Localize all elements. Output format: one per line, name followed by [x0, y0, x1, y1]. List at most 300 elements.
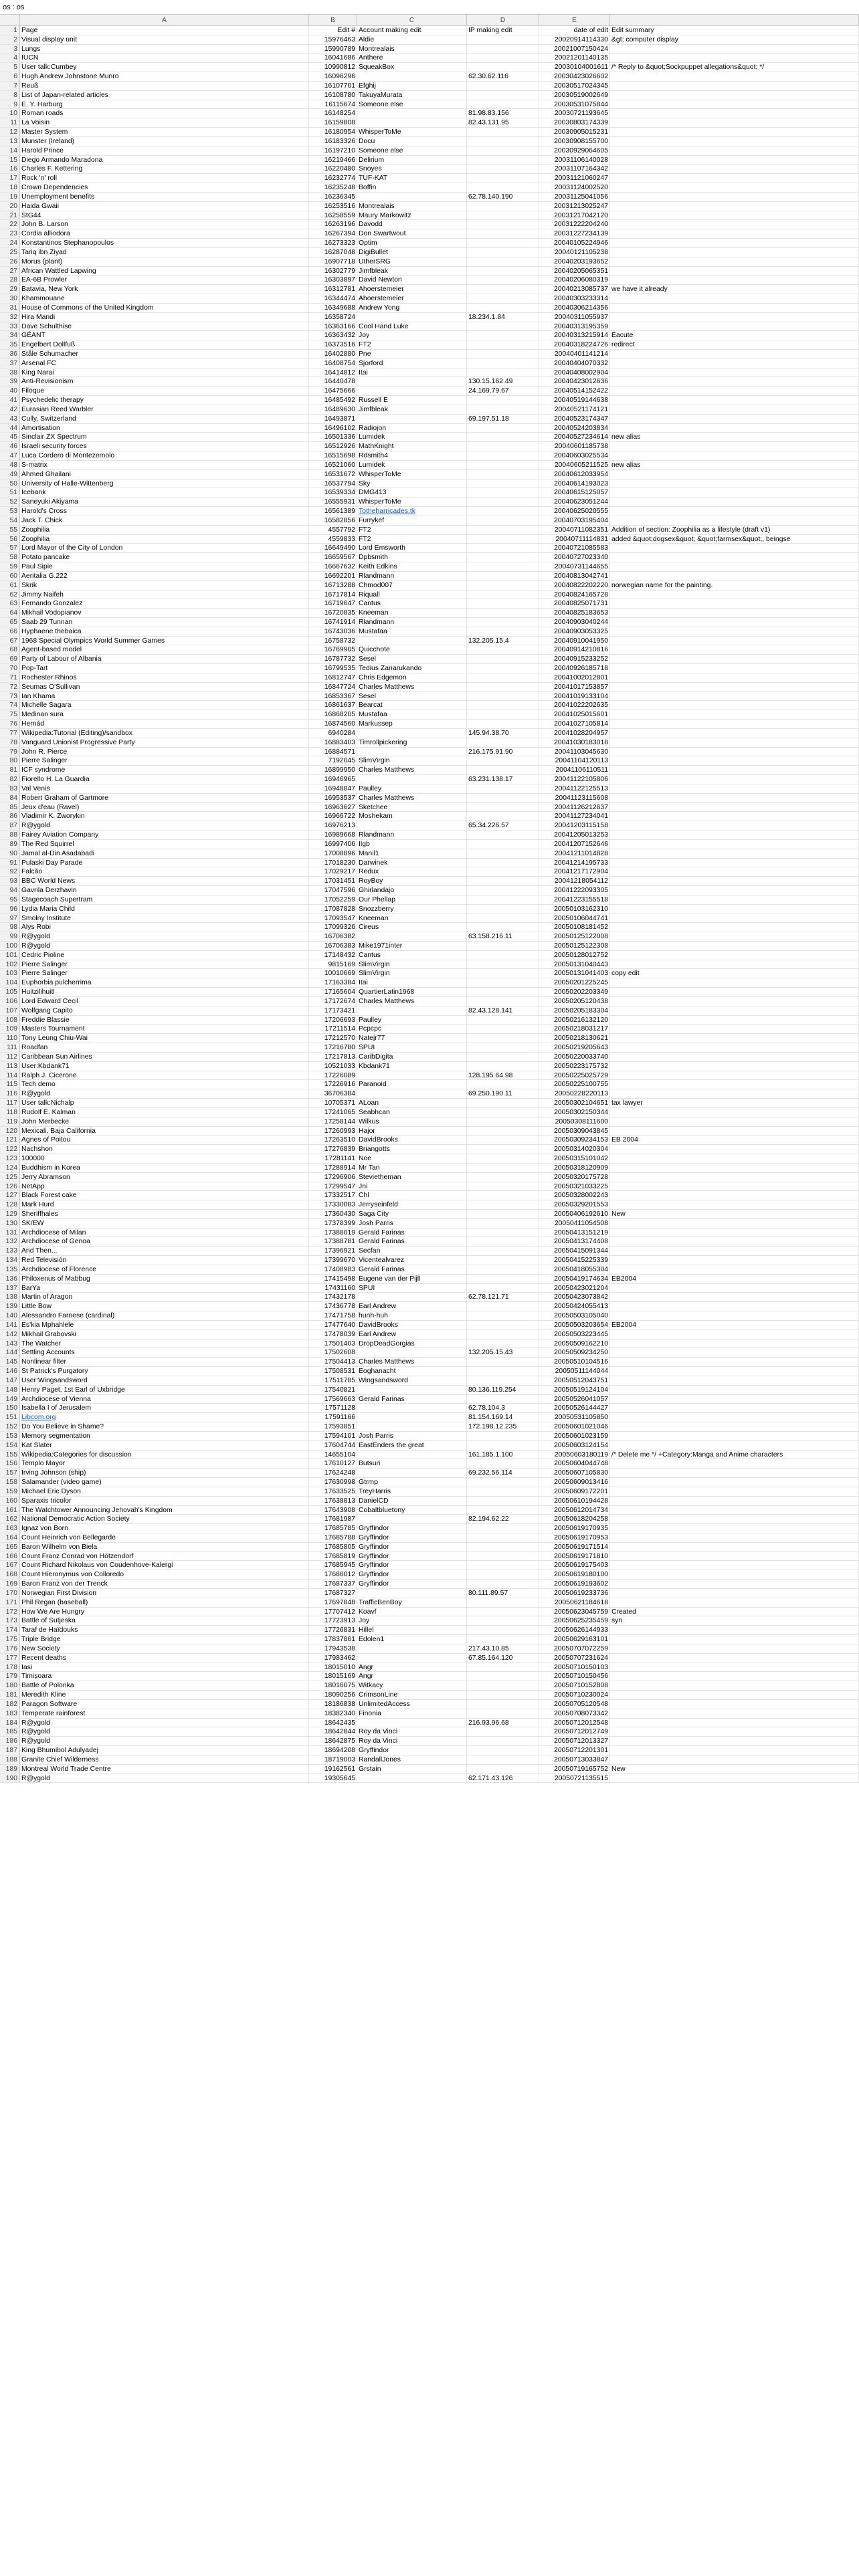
- cell-summary[interactable]: [610, 794, 859, 802]
- cell-summary[interactable]: [610, 1469, 859, 1477]
- cell-summary[interactable]: [610, 951, 859, 960]
- cell-page[interactable]: Charles F. Kettering: [20, 165, 309, 173]
- cell-edit-number[interactable]: 16402880: [309, 350, 357, 358]
- cell-account[interactable]: DavidBrooks: [357, 1136, 467, 1144]
- row-number[interactable]: 109: [0, 1025, 20, 1033]
- cell-ip[interactable]: [467, 701, 539, 710]
- cell-page[interactable]: Henry Paget, 1st Earl of Uxbridge: [20, 1386, 309, 1394]
- row-number[interactable]: 110: [0, 1034, 20, 1043]
- cell-edit-number[interactable]: 17388019: [309, 1228, 357, 1237]
- cell-ip[interactable]: [467, 1302, 539, 1311]
- cell-edit-number[interactable]: 7192045: [309, 756, 357, 765]
- cell-account[interactable]: [357, 775, 467, 784]
- cell-summary[interactable]: [610, 294, 859, 303]
- cell-edit-number[interactable]: 16719647: [309, 599, 357, 608]
- cell-ip[interactable]: [467, 1358, 539, 1366]
- cell-ip[interactable]: [467, 997, 539, 1006]
- cell-ip[interactable]: [467, 756, 539, 765]
- row-number[interactable]: 18: [0, 183, 20, 192]
- cell-edit-number[interactable]: 16868205: [309, 710, 357, 719]
- cell-page[interactable]: IUCN: [20, 53, 309, 62]
- row-number[interactable]: 16: [0, 165, 20, 173]
- cell-account[interactable]: Anthere: [357, 53, 467, 62]
- row-number[interactable]: 24: [0, 239, 20, 247]
- cell-summary[interactable]: [610, 1727, 859, 1736]
- column-header-a[interactable]: A: [20, 15, 309, 26]
- cell-ip[interactable]: [467, 1700, 539, 1709]
- cell-account[interactable]: Montrealais: [357, 202, 467, 211]
- row-number[interactable]: 6: [0, 72, 20, 81]
- cell-account[interactable]: Efghij: [357, 82, 467, 90]
- cell-page[interactable]: Hyphaene thebaica: [20, 627, 309, 636]
- row-number[interactable]: 144: [0, 1348, 20, 1357]
- cell-date[interactable]: 20050131040443: [539, 960, 610, 969]
- cell-account[interactable]: [357, 932, 467, 941]
- cell-ip[interactable]: [467, 1432, 539, 1440]
- cell-summary[interactable]: [610, 562, 859, 571]
- cell-ip[interactable]: 132.205.15.43: [467, 1348, 539, 1357]
- cell-date[interactable]: 20050131041403: [539, 969, 610, 978]
- cell-account[interactable]: SPUI: [357, 1043, 467, 1052]
- row-number[interactable]: 155: [0, 1451, 20, 1459]
- cell-ip[interactable]: [467, 1737, 539, 1745]
- cell-ip[interactable]: [467, 516, 539, 525]
- cell-summary[interactable]: [610, 1358, 859, 1366]
- cell-account[interactable]: [357, 1071, 467, 1080]
- cell-ip[interactable]: [467, 1080, 539, 1089]
- cell-date[interactable]: 20050526144427: [539, 1404, 610, 1412]
- cell-summary[interactable]: [610, 1478, 859, 1487]
- cell-page[interactable]: Lydia Maria Child: [20, 905, 309, 914]
- cell-date[interactable]: 20031222204240: [539, 220, 610, 229]
- row-number[interactable]: 189: [0, 1765, 20, 1774]
- cell-account[interactable]: TrafficBenBoy: [357, 1598, 467, 1607]
- cell-summary[interactable]: [610, 100, 859, 109]
- cell-page[interactable]: Saneyuki Akiyama: [20, 498, 309, 506]
- cell-ip[interactable]: [467, 146, 539, 155]
- cell-ip[interactable]: [467, 849, 539, 858]
- cell-account[interactable]: Ghirlandajo: [357, 886, 467, 895]
- cell-ip[interactable]: [467, 202, 539, 211]
- cell-summary[interactable]: [610, 683, 859, 691]
- row-number[interactable]: 23: [0, 229, 20, 238]
- cell-date[interactable]: 20050621184618: [539, 1598, 610, 1607]
- cell-date[interactable]: 20040914210816: [539, 645, 610, 654]
- cell-ip[interactable]: [467, 498, 539, 506]
- cell-edit-number[interactable]: 17604744: [309, 1441, 357, 1450]
- cell-edit-number[interactable]: 15976463: [309, 35, 357, 44]
- cell-ip[interactable]: [467, 1616, 539, 1625]
- cell-ip[interactable]: [467, 331, 539, 340]
- cell-edit-number[interactable]: 17047596: [309, 886, 357, 895]
- cell-edit-number[interactable]: 16989668: [309, 831, 357, 839]
- cell-ip[interactable]: [467, 553, 539, 562]
- cell-summary[interactable]: [610, 1598, 859, 1607]
- cell-ip[interactable]: 80.136.119.254: [467, 1386, 539, 1394]
- cell-date[interactable]: 20050626144933: [539, 1626, 610, 1634]
- cell-ip[interactable]: [467, 1043, 539, 1052]
- cell-date[interactable]: 20040527234614: [539, 433, 610, 441]
- cell-page[interactable]: Morus (plant): [20, 257, 309, 266]
- cell-edit-number[interactable]: 17217813: [309, 1053, 357, 1061]
- cell-edit-number[interactable]: 16303897: [309, 276, 357, 284]
- cell-account[interactable]: Pne: [357, 350, 467, 358]
- cell-page[interactable]: Templo Mayor: [20, 1459, 309, 1468]
- cell-ip[interactable]: [467, 923, 539, 932]
- cell-date[interactable]: 20050225100755: [539, 1080, 610, 1089]
- cell-date[interactable]: 20050321033225: [539, 1182, 610, 1191]
- cell-page[interactable]: Master System: [20, 128, 309, 136]
- cell-ip[interactable]: [467, 627, 539, 636]
- cell-page[interactable]: User:Kbdank71: [20, 1062, 309, 1071]
- cell-page[interactable]: User talk:Cumbey: [20, 63, 309, 72]
- cell-date[interactable]: 20050413174408: [539, 1237, 610, 1246]
- row-number[interactable]: 94: [0, 886, 20, 895]
- cell-summary[interactable]: [610, 1154, 859, 1163]
- cell-edit-number[interactable]: 17687327: [309, 1589, 357, 1598]
- cell-edit-number[interactable]: 17299547: [309, 1182, 357, 1191]
- cell-edit-number[interactable]: 16717814: [309, 591, 357, 599]
- cell-page[interactable]: Philoxenus of Mabbug: [20, 1275, 309, 1283]
- row-number[interactable]: 3: [0, 45, 20, 53]
- cell-date[interactable]: 20050411054508: [539, 1219, 610, 1228]
- cell-edit-number[interactable]: 16799535: [309, 664, 357, 673]
- row-number[interactable]: 138: [0, 1293, 20, 1301]
- cell-edit-number[interactable]: 10521033: [309, 1062, 357, 1071]
- cell-ip[interactable]: [467, 1367, 539, 1376]
- cell-ip[interactable]: [467, 1136, 539, 1144]
- cell-ip[interactable]: [467, 1626, 539, 1634]
- row-number[interactable]: 120: [0, 1127, 20, 1136]
- cell-summary[interactable]: Edit summary: [610, 26, 859, 35]
- cell-edit-number[interactable]: 17378399: [309, 1219, 357, 1228]
- cell-account[interactable]: Itai: [357, 978, 467, 987]
- cell-edit-number[interactable]: 16273323: [309, 239, 357, 247]
- cell-edit-number[interactable]: 16861637: [309, 701, 357, 710]
- cell-page[interactable]: Ståle Schumacher: [20, 350, 309, 358]
- row-number[interactable]: 136: [0, 1275, 20, 1283]
- cell-ip[interactable]: [467, 1210, 539, 1218]
- cell-page[interactable]: Gavrila Derzhavin: [20, 886, 309, 895]
- cell-ip[interactable]: [467, 720, 539, 728]
- cell-edit-number[interactable]: 16883403: [309, 738, 357, 747]
- cell-account[interactable]: TUF-KAT: [357, 174, 467, 183]
- row-number[interactable]: 65: [0, 618, 20, 627]
- cell-summary[interactable]: [610, 1034, 859, 1043]
- row-number[interactable]: 68: [0, 645, 20, 654]
- cell-ip[interactable]: [467, 1164, 539, 1172]
- cell-summary[interactable]: Eacute: [610, 331, 859, 340]
- cell-date[interactable]: 20041217172904: [539, 867, 610, 876]
- cell-page[interactable]: StG44: [20, 211, 309, 220]
- cell-edit-number[interactable]: 17388781: [309, 1237, 357, 1246]
- cell-ip[interactable]: [467, 156, 539, 165]
- cell-summary[interactable]: [610, 1626, 859, 1634]
- cell-summary[interactable]: [610, 53, 859, 62]
- cell-ip[interactable]: [467, 1497, 539, 1505]
- cell-page[interactable]: Mikhail Grabovski: [20, 1330, 309, 1339]
- cell-account[interactable]: [357, 118, 467, 127]
- cell-summary[interactable]: [610, 544, 859, 552]
- cell-page[interactable]: Icebank: [20, 488, 309, 497]
- row-number[interactable]: 158: [0, 1478, 20, 1487]
- row-number[interactable]: 130: [0, 1219, 20, 1228]
- cell-account[interactable]: Someone else: [357, 146, 467, 155]
- cell-page[interactable]: SK/EW: [20, 1219, 309, 1228]
- cell-summary[interactable]: [610, 1441, 859, 1450]
- row-number[interactable]: 84: [0, 794, 20, 802]
- cell-date[interactable]: 20040404070332: [539, 359, 610, 368]
- cell-date[interactable]: 20050712012749: [539, 1727, 610, 1736]
- cell-ip[interactable]: [467, 526, 539, 534]
- cell-summary[interactable]: [610, 239, 859, 247]
- cell-edit-number[interactable]: 14655104: [309, 1451, 357, 1459]
- cell-page[interactable]: R@ygold: [20, 1737, 309, 1745]
- cell-date[interactable]: 20041106110511: [539, 766, 610, 774]
- row-number[interactable]: 79: [0, 748, 20, 756]
- cell-edit-number[interactable]: 4557792: [309, 526, 357, 534]
- row-number[interactable]: 156: [0, 1459, 20, 1468]
- row-number[interactable]: 14: [0, 146, 20, 155]
- cell-summary[interactable]: [610, 1432, 859, 1440]
- cell-page[interactable]: R@ygold: [20, 1727, 309, 1736]
- cell-account[interactable]: SPUI: [357, 1284, 467, 1293]
- cell-summary[interactable]: [610, 1497, 859, 1505]
- cell-account[interactable]: Paulley: [357, 784, 467, 793]
- cell-ip[interactable]: [467, 267, 539, 276]
- cell-account[interactable]: Kneeman: [357, 609, 467, 617]
- cell-account[interactable]: Cobaltbluetony: [357, 1506, 467, 1515]
- row-number[interactable]: 103: [0, 969, 20, 978]
- cell-edit-number[interactable]: 17685785: [309, 1524, 357, 1533]
- cell-page[interactable]: Euphorbia pulcherrima: [20, 978, 309, 987]
- cell-date[interactable]: 20040303233314: [539, 294, 610, 303]
- cell-summary[interactable]: [610, 1506, 859, 1515]
- cell-edit-number[interactable]: 16537794: [309, 479, 357, 488]
- cell-page[interactable]: Caribbean Sun Airlines: [20, 1053, 309, 1061]
- cell-account[interactable]: [357, 1515, 467, 1523]
- cell-page[interactable]: Pop-Tart: [20, 664, 309, 673]
- cell-ip[interactable]: [467, 969, 539, 978]
- cell-page[interactable]: Robert Graham of Gartmore: [20, 794, 309, 802]
- cell-summary[interactable]: [610, 109, 859, 118]
- cell-summary[interactable]: [610, 1053, 859, 1061]
- row-number[interactable]: 60: [0, 572, 20, 580]
- cell-summary[interactable]: [610, 655, 859, 663]
- cell-date[interactable]: 20050415225339: [539, 1256, 610, 1265]
- cell-account[interactable]: [357, 729, 467, 738]
- cell-account[interactable]: Hajor: [357, 1127, 467, 1136]
- cell-edit-number[interactable]: 16107701: [309, 82, 357, 90]
- cell-ip[interactable]: 65.34.226.57: [467, 821, 539, 830]
- cell-edit-number[interactable]: 16874560: [309, 720, 357, 728]
- cell-summary[interactable]: [610, 1228, 859, 1237]
- cell-date[interactable]: 20040711082351: [539, 526, 610, 534]
- cell-edit-number[interactable]: 17008896: [309, 849, 357, 858]
- cell-account[interactable]: [357, 1348, 467, 1357]
- cell-account[interactable]: Joy: [357, 331, 467, 340]
- cell-account[interactable]: WhisperToMe: [357, 498, 467, 506]
- cell-page[interactable]: Pierre Salinger: [20, 756, 309, 765]
- cell-ip[interactable]: [467, 91, 539, 100]
- row-number[interactable]: 72: [0, 683, 20, 691]
- row-number[interactable]: 86: [0, 812, 20, 821]
- row-number[interactable]: 179: [0, 1672, 20, 1681]
- cell-ip[interactable]: [467, 1478, 539, 1487]
- cell-edit-number[interactable]: 16253516: [309, 202, 357, 211]
- cell-summary[interactable]: [610, 193, 859, 201]
- cell-date[interactable]: date of edit: [539, 26, 610, 35]
- cell-page[interactable]: Archdiocese of Milan: [20, 1228, 309, 1237]
- cell-account[interactable]: Charles Matthews: [357, 683, 467, 691]
- row-number[interactable]: 31: [0, 304, 20, 312]
- cell-summary[interactable]: [610, 1006, 859, 1015]
- row-number[interactable]: 142: [0, 1330, 20, 1339]
- cell-page[interactable]: R@ygold: [20, 932, 309, 941]
- cell-summary[interactable]: [610, 146, 859, 155]
- cell-date[interactable]: 20050318120909: [539, 1164, 610, 1172]
- cell-edit-number[interactable]: 16096296: [309, 72, 357, 81]
- formula-bar[interactable]: os : os: [0, 0, 859, 15]
- cell-account[interactable]: Someone else: [357, 100, 467, 109]
- cell-edit-number[interactable]: 17471758: [309, 1311, 357, 1320]
- cell-page[interactable]: Lord Mayor of the City of London: [20, 544, 309, 552]
- cell-edit-number[interactable]: 16258559: [309, 211, 357, 220]
- cell-page[interactable]: Engelbert Dollfuß: [20, 340, 309, 349]
- cell-page[interactable]: Vladimir K. Zworykin: [20, 812, 309, 821]
- cell-date[interactable]: 20040623051244: [539, 498, 610, 506]
- cell-ip[interactable]: [467, 1681, 539, 1690]
- cell-date[interactable]: 20050712201301: [539, 1746, 610, 1755]
- cell-account[interactable]: Sjorford: [357, 359, 467, 368]
- row-number[interactable]: 153: [0, 1432, 20, 1440]
- cell-ip[interactable]: [467, 128, 539, 136]
- row-number[interactable]: 127: [0, 1191, 20, 1200]
- corner-cell[interactable]: [0, 15, 20, 26]
- row-number[interactable]: 9: [0, 100, 20, 109]
- cell-ip[interactable]: [467, 877, 539, 885]
- cell-date[interactable]: 20041223155518: [539, 895, 610, 904]
- cell-edit-number[interactable]: 17330083: [309, 1200, 357, 1209]
- cell-ip[interactable]: [467, 738, 539, 747]
- cell-page[interactable]: 1968 Special Olympics World Summer Games: [20, 637, 309, 645]
- cell-edit-number[interactable]: 16115674: [309, 100, 357, 109]
- cell-date[interactable]: 20050223175732: [539, 1062, 610, 1071]
- cell-page[interactable]: Cully, Switzerland: [20, 415, 309, 423]
- cell-edit-number[interactable]: 16997406: [309, 840, 357, 849]
- cell-edit-number[interactable]: 17685945: [309, 1561, 357, 1570]
- row-number[interactable]: 59: [0, 562, 20, 571]
- cell-ip[interactable]: [467, 544, 539, 552]
- cell-account[interactable]: [357, 1719, 467, 1727]
- cell-account[interactable]: Wilkus: [357, 1117, 467, 1126]
- cell-account[interactable]: RoyBoy: [357, 877, 467, 885]
- cell-page[interactable]: Phil Regan (baseball): [20, 1598, 309, 1607]
- cell-ip[interactable]: [467, 1487, 539, 1496]
- cell-summary[interactable]: [610, 840, 859, 849]
- row-number[interactable]: 147: [0, 1376, 20, 1385]
- cell-page[interactable]: Unemployment benefits: [20, 193, 309, 201]
- cell-ip[interactable]: [467, 1275, 539, 1283]
- cell-page[interactable]: Rochester Rhinos: [20, 673, 309, 682]
- cell-page[interactable]: Baron Franz von der Trenck: [20, 1580, 309, 1588]
- cell-summary[interactable]: [610, 368, 859, 377]
- cell-ip[interactable]: [467, 1543, 539, 1551]
- cell-ip[interactable]: [467, 276, 539, 284]
- cell-page[interactable]: The Watchtower Announcing Jehovah's Kingdom: [20, 1506, 309, 1515]
- cell-page[interactable]: Temperate rainforest: [20, 1709, 309, 1718]
- cell-page[interactable]: Pierre Salinger: [20, 969, 309, 978]
- cell-account[interactable]: Pcpcpc: [357, 1025, 467, 1033]
- cell-date[interactable]: 20050125122008: [539, 932, 610, 941]
- cell-edit-number[interactable]: 17211514: [309, 1025, 357, 1033]
- cell-account[interactable]: Paranoid: [357, 1080, 467, 1089]
- cell-summary[interactable]: EB2004: [610, 1275, 859, 1283]
- cell-ip[interactable]: 81.98.83.156: [467, 109, 539, 118]
- cell-page[interactable]: Luca Cordero di Montezemolo: [20, 451, 309, 460]
- cell-summary[interactable]: [610, 960, 859, 969]
- cell-ip[interactable]: [467, 1173, 539, 1182]
- row-number[interactable]: 169: [0, 1580, 20, 1588]
- cell-account[interactable]: Darwinek: [357, 859, 467, 867]
- row-number[interactable]: 107: [0, 1006, 20, 1015]
- cell-account[interactable]: Ahoerstemeier: [357, 285, 467, 294]
- cell-ip[interactable]: 130.15.162.49: [467, 377, 539, 386]
- cell-edit-number[interactable]: 17226089: [309, 1071, 357, 1080]
- cell-summary[interactable]: &gt; computer display: [610, 35, 859, 44]
- row-number[interactable]: 81: [0, 766, 20, 774]
- cell-date[interactable]: 20041104120113: [539, 756, 610, 765]
- cell-ip[interactable]: [467, 100, 539, 109]
- row-number[interactable]: 7: [0, 82, 20, 90]
- cell-page[interactable]: Meredith Kline: [20, 1691, 309, 1699]
- cell-edit-number[interactable]: 16485492: [309, 396, 357, 405]
- cell-edit-number[interactable]: 17018230: [309, 859, 357, 867]
- cell-summary[interactable]: syn: [610, 1616, 859, 1625]
- cell-summary[interactable]: [610, 1700, 859, 1709]
- cell-edit-number[interactable]: 16363432: [309, 331, 357, 340]
- cell-edit-number[interactable]: 18642844: [309, 1727, 357, 1736]
- cell-page[interactable]: Baron Wilhelm von Biela: [20, 1543, 309, 1551]
- cell-summary[interactable]: [610, 1404, 859, 1412]
- cell-edit-number[interactable]: 10010669: [309, 969, 357, 978]
- cell-page[interactable]: Mikhail Vodopianov: [20, 609, 309, 617]
- cell-date[interactable]: 20050220033740: [539, 1053, 610, 1061]
- cell-summary[interactable]: [610, 1589, 859, 1598]
- cell-ip[interactable]: [467, 294, 539, 303]
- cell-page[interactable]: Rudolf E. Kalman: [20, 1108, 309, 1117]
- row-number[interactable]: 87: [0, 821, 20, 830]
- cell-page[interactable]: Psychedelic therapy: [20, 396, 309, 405]
- cell-account[interactable]: Gryffindor: [357, 1533, 467, 1542]
- cell-ip[interactable]: [467, 1746, 539, 1755]
- cell-edit-number[interactable]: 17707412: [309, 1608, 357, 1616]
- cell-account[interactable]: Jimfbleak: [357, 267, 467, 276]
- cell-edit-number[interactable]: 17624248: [309, 1469, 357, 1477]
- cell-ip[interactable]: [467, 1062, 539, 1071]
- cell-page[interactable]: King Narai: [20, 368, 309, 377]
- cell-date[interactable]: 20041211014828: [539, 849, 610, 858]
- cell-summary[interactable]: [610, 470, 859, 479]
- cell-summary[interactable]: [610, 1691, 859, 1699]
- cell-ip[interactable]: [467, 1330, 539, 1339]
- cell-page[interactable]: Sheriffhales: [20, 1210, 309, 1218]
- row-number[interactable]: 152: [0, 1422, 20, 1431]
- cell-page[interactable]: BBC World News: [20, 877, 309, 885]
- cell-summary[interactable]: [610, 738, 859, 747]
- cell-edit-number[interactable]: 16287048: [309, 248, 357, 257]
- cell-page[interactable]: King Bhumibol Adulyadej: [20, 1746, 309, 1755]
